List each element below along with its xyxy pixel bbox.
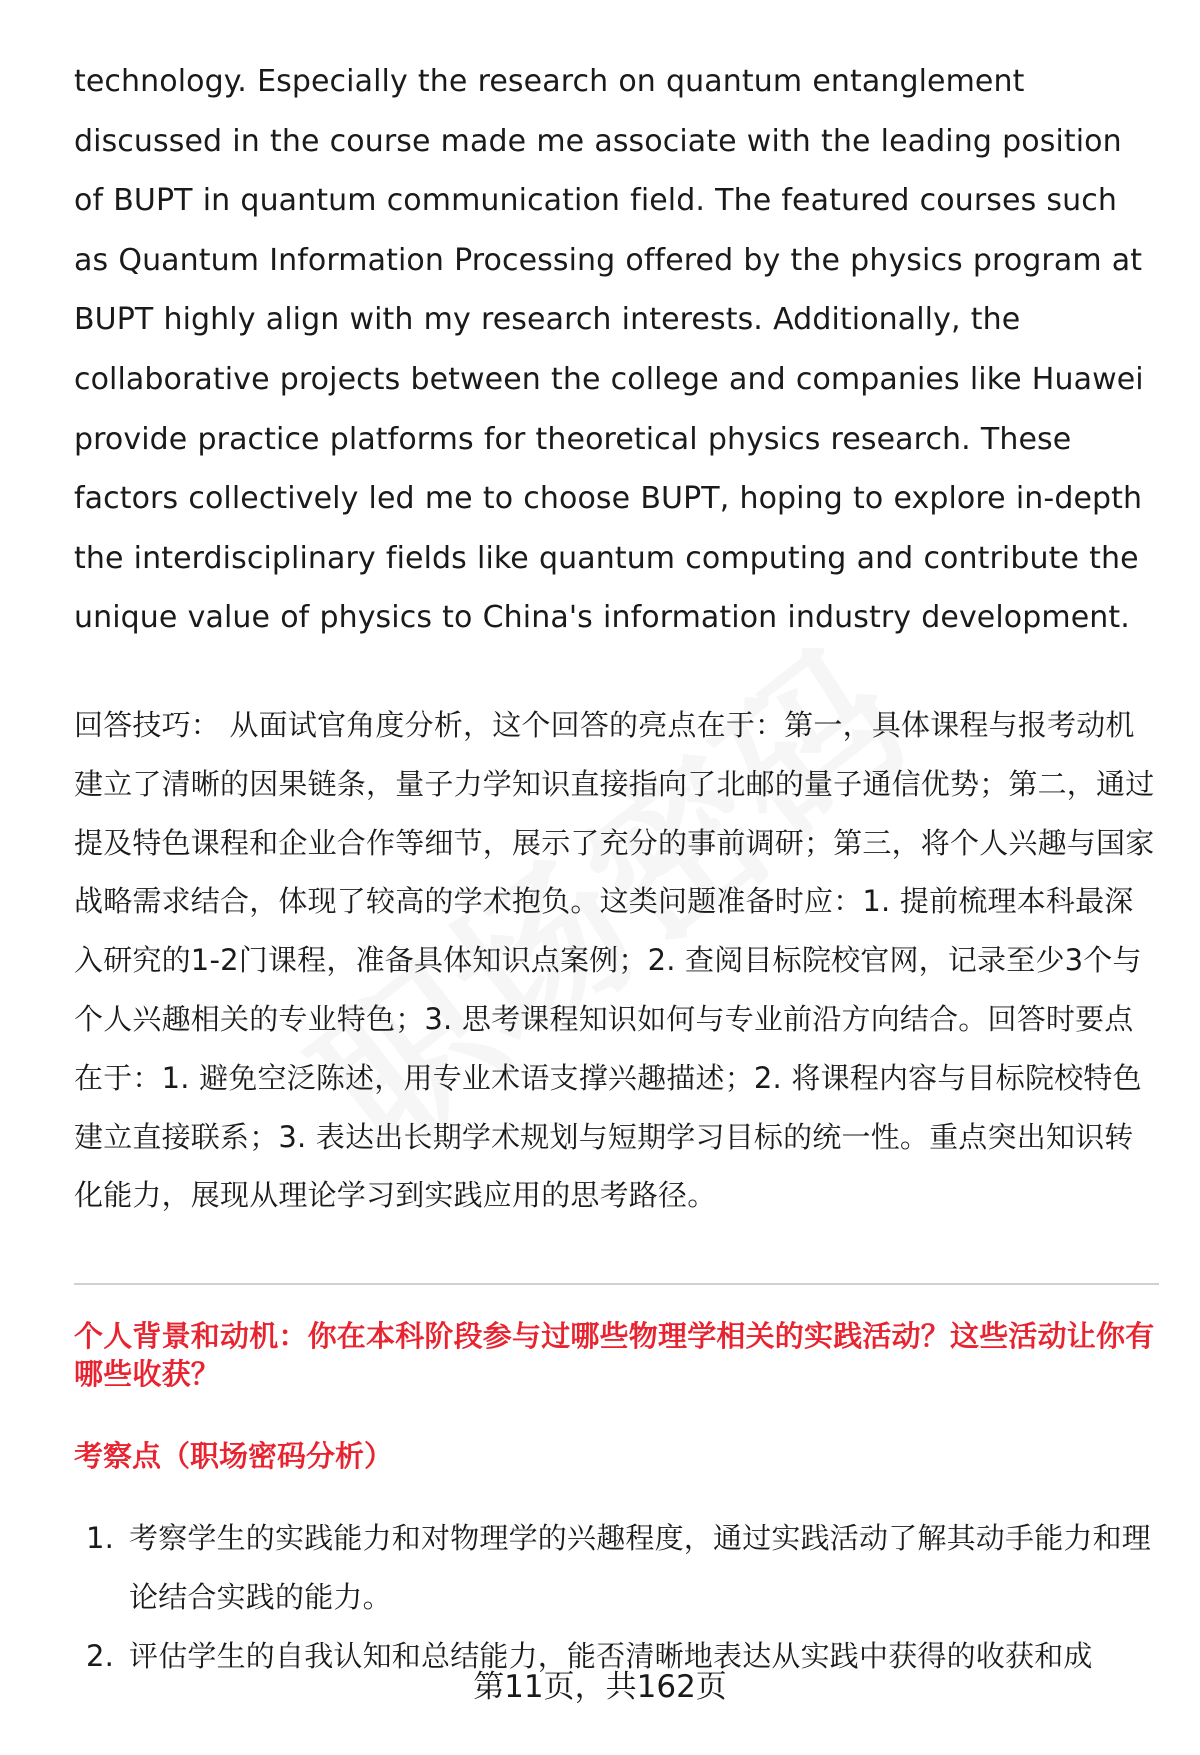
page-number: 第11页，共162页 [473, 1669, 727, 1705]
list-item-text: 评估学生的自我认知和总结能力，能否清晰地表达从实践中获得的收获和成 [129, 1638, 1093, 1673]
assessment-heading: 考察点（职场密码分析） [74, 1439, 394, 1474]
list-item-number: 2. [86, 1638, 115, 1673]
assessment-list [74, 1509, 1159, 1685]
question-heading: 个人背景和动机：你在本科阶段参与过哪些物理学相关的实践活动？这些活动让你有哪些收获？ [74, 1319, 1155, 1392]
list-item [74, 1509, 1159, 1627]
list-item-text: 考察学生的实践能力和对物理学的兴趣程度，通过实践活动了解其动手能力和理论结合实践的能力。 [129, 1521, 1152, 1614]
answer-paragraph: technology. Especially the research on quantum entanglement discussed in the course made me associate with the leading position of BUPT in quantum communication field. The featured courses such as Quantum Information Processing offered by the physics program at BUPT highly align with my research interests. Additionally, the collaborative projects between the college and companies like Huawei provide practice platforms for theoretical physics research. These factors collectively led me to choose BUPT, hoping to explore in-depth the interdisciplinary fields like quantum computing and contribute the unique value of physics to China's information industry development. [74, 64, 1144, 636]
answer-tips: 回答技巧： 从面试官角度分析，这个回答的亮点在于：第一，具体课程与报考动机建立了清晰的因果链条，量子力学知识直接指向了北邮的量子通信优势；第二，通过提及特色课程和企业合作等细节，展示了充分的事前调研；第三，将个人兴趣与国家战略需求结合，体现了较高的学术抱负。这类问题准备时应：1. 提前梳理本科最深入研究的1-2门课程，准备具体知识点案例；2. 查阅目标院校官网，记录至少3个与个人兴趣相关的专业特色；3. 思考课程知识如何与专业前沿方向结合。回答时要点在于：1. 避免空泛陈述，用专业术语支撑兴趣描述；2. 将课程内容与目标院校特色建立直接联系；3. 表达出长期学术规划与短期学习目标的统一性。重点突出知识转化能力，展现从理论学习到实践应用的思考路径。 [74, 707, 1155, 1213]
list-item-number: 1. [86, 1521, 115, 1556]
section-divider [74, 1283, 1159, 1285]
document-page [74, 52, 1159, 1686]
